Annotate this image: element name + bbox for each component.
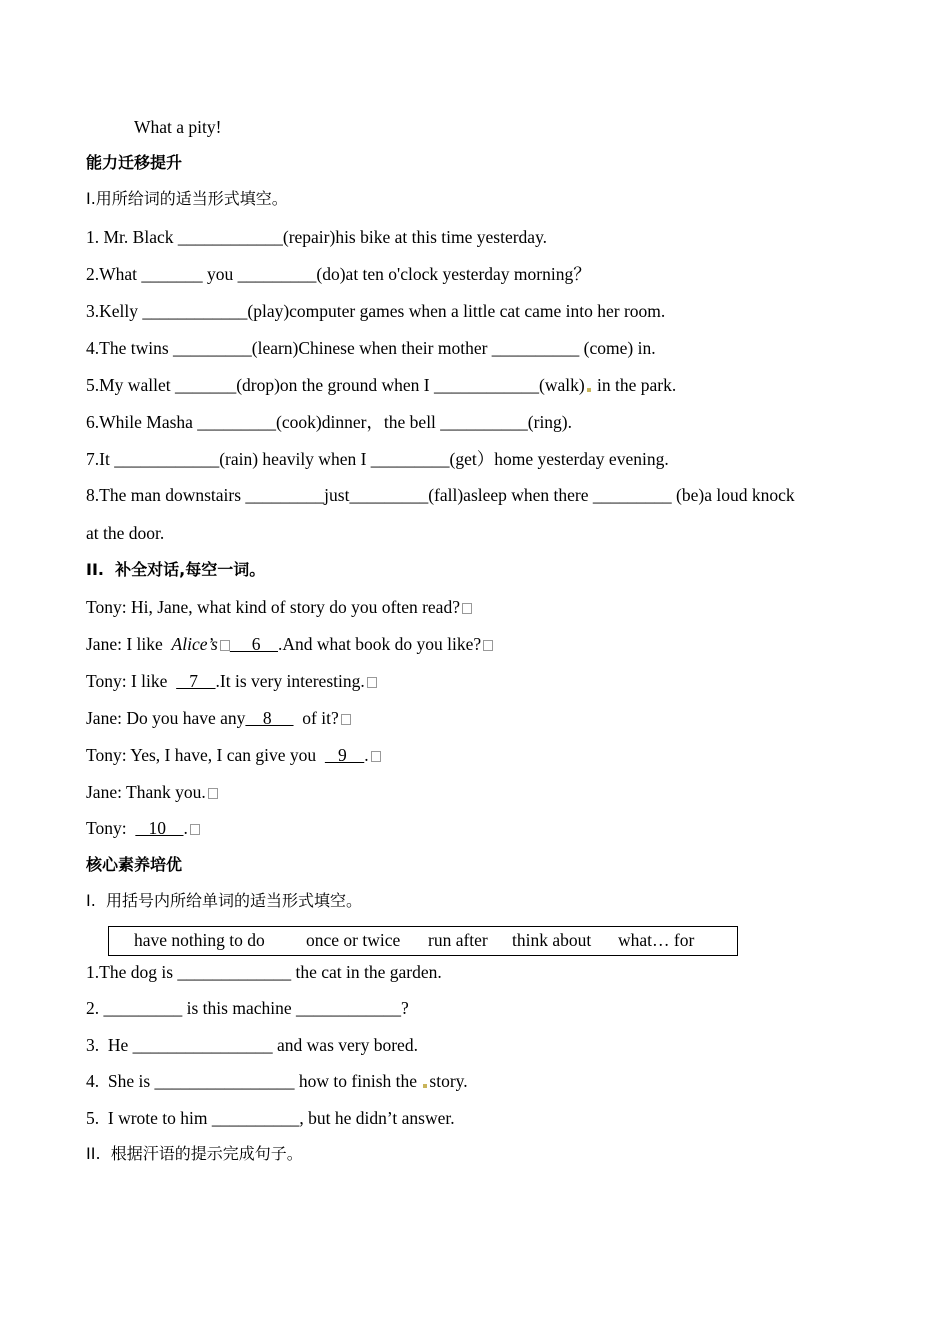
part2-heading: II. 根据汗语的提示完成句子。 [86, 1144, 303, 1163]
dialogue-line [86, 781, 218, 803]
word-option: what… for [618, 930, 695, 950]
blank-7: 7 [176, 671, 216, 691]
line-text: Tony: Yes, I have, I can give you [86, 745, 325, 765]
placeholder-box-icon [341, 714, 351, 725]
blank-6: 6 [229, 634, 278, 654]
marker-dot [587, 388, 591, 392]
intro-line: What a pity! [134, 117, 222, 137]
part2-heading: II. 补全对话,每空一词。 [86, 560, 266, 579]
exercise-item [86, 1070, 468, 1092]
exercise-item: 1. Mr. Black ____________(repair)his bike at this time yesterday. [86, 227, 548, 247]
exercise-item [86, 374, 676, 396]
placeholder-box-icon [190, 824, 200, 835]
exercise-item: 2. _________ is this machine ____________? [86, 998, 409, 1018]
dialogue-line [86, 744, 381, 766]
line-text: Tony: Hi, Jane, what kind of story do you often read? [86, 597, 460, 617]
word-option: think about [512, 930, 592, 950]
exercise-item: 3.Kelly ____________(play)computer games when a little cat came into her room. [86, 301, 666, 321]
line-text: Tony: [86, 818, 136, 838]
exercise-item: 1.The dog is _____________ the cat in the garden. [86, 962, 442, 982]
part1-heading: I. 用括号内所给单词的适当形式填空。 [86, 891, 362, 910]
line-text: .It is very interesting. [215, 671, 365, 691]
line-text: .And what book do you like? [278, 634, 482, 654]
line-text: . [364, 745, 369, 765]
placeholder-box-icon [371, 751, 381, 762]
dialogue-line [86, 596, 472, 618]
placeholder-box-icon [367, 677, 377, 688]
blank-9: 9 [324, 745, 365, 765]
word-option: once or twice [306, 930, 401, 950]
word-box [108, 926, 738, 956]
item-text: 4. She is ________________ how to finish the [86, 1071, 418, 1091]
section-title-ability: 能力迁移提升 [86, 153, 183, 172]
exercise-item: 8.The man downstairs _________just_________(fall)asleep when there _________ (be)a loud knock [86, 485, 795, 505]
line-text: Jane: Thank you. [86, 782, 206, 802]
section-title-core: 核心素养培优 [86, 855, 183, 874]
dialogue-line [86, 670, 377, 692]
item-tail: in the park. [592, 375, 677, 395]
item-tail: story. [429, 1071, 468, 1091]
part1-heading: I.用所给词的适当形式填空。 [86, 189, 288, 208]
placeholder-box-icon [208, 788, 218, 799]
exercise-item: 6.While Masha _________(cook)dinner，the bell __________(ring). [86, 412, 573, 432]
item-text: 5.My wallet _______(drop)on the ground when I ____________(walk) [86, 375, 585, 395]
book-title: Alice’s [171, 634, 218, 654]
placeholder-box-icon [220, 640, 230, 651]
dialogue-line [86, 817, 200, 839]
exercise-item: at the door. [86, 523, 165, 543]
exercise-item: 7.It ____________(rain) heavily when I _________(get）home yesterday evening. [86, 449, 669, 469]
line-text: Jane: Do you have any [86, 708, 246, 728]
exercise-item: 2.What _______ you _________(do)at ten o'clock yesterday morning？ [86, 264, 591, 284]
marker-dot [423, 1084, 427, 1088]
line-text: . [183, 818, 188, 838]
placeholder-box-icon [462, 603, 472, 614]
placeholder-box-icon [483, 640, 493, 651]
exercise-item: 4.The twins _________(learn)Chinese when their mother __________ (come) in. [86, 338, 656, 358]
dialogue-line [86, 707, 351, 729]
exercise-item: 3. He ________________ and was very bored. [86, 1035, 418, 1055]
line-text: of it? [293, 708, 339, 728]
line-text: Tony: I like [86, 671, 177, 691]
blank-8: 8 [245, 708, 294, 728]
dialogue-line [86, 633, 493, 655]
word-option: have nothing to do [134, 930, 265, 950]
line-text: Jane: I like [86, 634, 172, 654]
blank-10: 10 [135, 818, 184, 838]
exercise-item: 5. I wrote to him __________, but he didn’t answer. [86, 1108, 455, 1128]
word-option: run after [428, 930, 488, 950]
